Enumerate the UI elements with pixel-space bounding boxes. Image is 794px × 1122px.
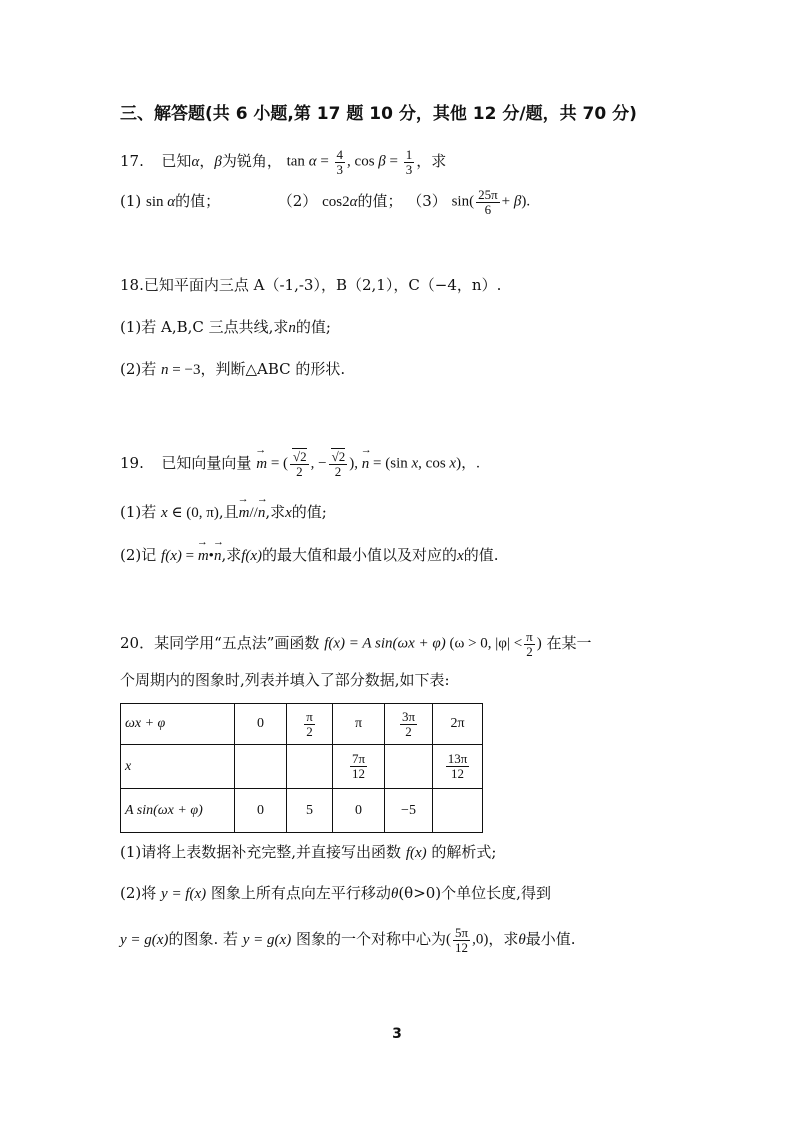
q19-part2: [120, 546, 499, 565]
center-open: (: [446, 931, 451, 948]
tan-denominator: 3: [336, 161, 344, 177]
y-equals-f: y = f(x): [161, 886, 207, 902]
table-cell-empty: [433, 789, 483, 833]
n-symbol: n: [288, 320, 296, 336]
f-of-x: f(x): [161, 548, 182, 564]
q17-stem: [120, 148, 446, 176]
table-cell: π: [333, 704, 385, 745]
cell-fraction: [304, 710, 315, 738]
q20-part2: [120, 884, 551, 903]
q18-part1-tail: 的值;: [295, 318, 331, 336]
alpha-symbol: α: [191, 154, 200, 171]
equals-sign: =: [185, 548, 195, 564]
q20-part1-tail: 的解析式;: [431, 843, 497, 861]
phase-label: ωx + φ: [125, 716, 166, 731]
table-cell: −5: [385, 789, 433, 833]
vector-m: → m: [256, 455, 267, 473]
sqrt-two: √2: [331, 449, 346, 464]
q20-lead: 20．某同学用“五点法”画函数: [120, 634, 320, 653]
q20-part3-tail: 最小值.: [525, 930, 576, 949]
q20-part1: [120, 843, 496, 862]
table-cell: [385, 704, 433, 745]
sqrt-two: √2: [293, 449, 307, 464]
vector-m-definition: [256, 450, 480, 478]
m-x-fraction: [290, 450, 309, 478]
vector-m: → m: [239, 504, 250, 522]
beta-symbol: β: [214, 154, 222, 171]
table-cell: 5: [287, 789, 333, 833]
q18-stem: 18.已知平面内三点 A（-1,-3），B（2,1），C（−4，n）.: [120, 276, 502, 294]
q17-part2-label: （2）: [277, 192, 318, 211]
alpha-symbol: α: [308, 153, 317, 170]
cos-denominator: 3: [405, 161, 413, 177]
n-open: = (sin: [373, 455, 408, 472]
condition-numerator: π: [526, 629, 533, 644]
f-of-x: f(x): [241, 548, 263, 564]
vector-m: → m: [198, 547, 209, 565]
q20-stem: [120, 630, 592, 658]
sin-open: sin(: [451, 193, 475, 210]
n-equation: [161, 361, 200, 379]
q17-part2-text: 的值；: [357, 192, 403, 211]
q17-part3-fraction: [476, 188, 500, 216]
symmetry-center: [446, 926, 488, 954]
n-separator: , cos: [418, 455, 446, 472]
y-equals-g: y = g(x): [242, 932, 292, 949]
q20-part3-text: 的图象. 若: [168, 930, 238, 949]
plus-sign: +: [501, 193, 511, 210]
cos-fn: cos: [354, 153, 375, 170]
tan-fn: tan: [286, 153, 305, 170]
q19-part2-body: 的最大值和最小值以及对应的: [262, 546, 458, 564]
q17-ask: ，求: [416, 152, 447, 171]
q19-part2-text: (2)记: [120, 546, 157, 564]
m-close: ),: [349, 455, 359, 472]
q17-intro: 已知: [161, 152, 192, 171]
m-separator: , −: [310, 455, 327, 472]
q20-part2-tail: 个单位长度,得到: [441, 884, 551, 902]
beta-symbol: β: [513, 193, 522, 210]
cos-numerator: 1: [405, 147, 413, 162]
table-cell-empty: [287, 745, 333, 789]
n-close: )，.: [456, 455, 480, 472]
cell-denominator: 2: [306, 723, 313, 739]
table-header-x: [121, 745, 235, 789]
q18-part1-text: (1)若 A,B,C 三点共线,求: [120, 318, 289, 336]
q18-part2-tail: ，判断△ABC 的形状.: [200, 360, 346, 378]
condition-fraction: [524, 630, 535, 658]
q20-part2-body: 图象上所有点向左平行移动: [210, 884, 391, 902]
parallel-symbol: //: [249, 505, 258, 521]
n-symbol: n: [161, 362, 169, 378]
q17-parts: [120, 188, 530, 216]
q17-part3-label: （3）: [407, 192, 447, 211]
table-cell: [287, 704, 333, 745]
x-domain: [161, 504, 219, 522]
table-cell: 0: [235, 704, 287, 745]
dot-product-definition: [161, 547, 221, 565]
cos2-fn: cos2: [322, 194, 350, 211]
alpha-symbol: α: [349, 194, 358, 211]
q19-part1: [120, 503, 327, 522]
q19-part1-and: ,且: [218, 503, 239, 521]
q19-stem: [120, 450, 480, 478]
x-symbol: x: [161, 505, 168, 521]
table-row: [121, 745, 483, 789]
five-point-table: [120, 703, 483, 833]
cell-denominator: 12: [450, 766, 464, 781]
q19-part1-ask: ,求: [265, 503, 286, 521]
dot-symbol: •: [208, 548, 214, 564]
tan-numerator: 4: [336, 147, 344, 162]
q20-part1-text: (1)请将上表数据补充完整,并直接写出函数: [120, 843, 402, 861]
q17-part1-text: 的值；: [175, 192, 221, 211]
acute-text: 为锐角，: [221, 152, 282, 171]
cell-fraction: [400, 710, 417, 738]
function-definition: f(x) = A sin(ωx + φ): [324, 635, 446, 652]
table-row: [121, 789, 483, 833]
m-x-numerator: [290, 450, 309, 465]
center-close: ,0): [472, 931, 489, 948]
q17-part1-label: (1): [120, 192, 142, 211]
cell-numerator: 7π: [351, 751, 366, 767]
parallel-condition: [239, 504, 266, 522]
cell-fraction: [350, 752, 367, 780]
m-y-fraction: [329, 450, 348, 478]
table-header-phase: [121, 704, 235, 745]
cell-fraction: [446, 752, 470, 780]
table-cell: 0: [333, 789, 385, 833]
center-denominator: 12: [455, 939, 469, 955]
cell-denominator: 12: [351, 766, 365, 781]
x-symbol: x: [285, 505, 292, 521]
vector-n: → n: [214, 547, 222, 565]
q19-part2-ask: ,求: [221, 546, 242, 564]
q17-part3-denominator: 6: [484, 201, 492, 217]
table-cell-empty: [385, 745, 433, 789]
sin-expression: [452, 188, 531, 216]
cell-denominator: 2: [405, 723, 412, 739]
q20-part3-body: 图象的一个对称中心为: [295, 930, 446, 949]
table-cell: 0: [235, 789, 287, 833]
vector-n: → n: [362, 455, 370, 473]
center-numerator: 5π: [455, 925, 469, 940]
beta-symbol: β: [378, 153, 386, 170]
separator: ，: [199, 152, 215, 171]
q19-number: 19.: [120, 454, 144, 473]
m-open: = (: [270, 455, 289, 472]
f-of-x: f(x): [405, 845, 427, 861]
q18-part2-text: (2)若: [120, 360, 157, 378]
q20-function: [324, 630, 542, 658]
table-header-value: [121, 789, 235, 833]
m-y-denominator: 2: [334, 463, 342, 479]
table-row: [121, 704, 483, 745]
q20-lead-tail: 在某一: [546, 634, 592, 653]
x-symbol: x: [449, 455, 457, 472]
sin-alpha: [146, 193, 175, 211]
vector-n: → n: [258, 504, 266, 522]
table-cell: [333, 745, 385, 789]
table-cell: [433, 745, 483, 789]
sin-fn: sin: [146, 194, 164, 211]
cell-numerator: 3π: [401, 708, 416, 724]
cos-fraction: [404, 148, 415, 176]
q20-line2: 个周期内的图象时,列表并填入了部分数据,如下表:: [120, 671, 450, 689]
cell-numerator: π: [306, 708, 313, 724]
center-fraction: [453, 926, 470, 954]
table-cell-empty: [235, 745, 287, 789]
q20-part2-text: (2)将: [120, 884, 157, 902]
theta-condition: (θ>0): [398, 884, 442, 902]
tan-expression: tan α = $\frac{4}{3}$ , cos β = $\frac{1}{3}$: [286, 147, 413, 177]
q19-part1-tail: 的值;: [291, 503, 327, 521]
value-label: A sin(ωx + φ): [125, 802, 203, 818]
n-value: = −3: [172, 362, 201, 378]
q19-part2-tail: 的值.: [463, 546, 499, 564]
q20-part3-ask: ，求: [488, 930, 519, 949]
q20-part3: [120, 926, 576, 954]
condition-denominator: 2: [526, 643, 533, 659]
theta-symbol: θ: [390, 886, 399, 902]
q18-part2: [120, 360, 345, 379]
page-number: 3: [392, 1026, 402, 1042]
condition-open: (ω > 0, |φ| <: [449, 635, 523, 652]
x-symbol: x: [411, 455, 419, 472]
q19-part1-text: (1)若: [120, 503, 157, 521]
m-x-denominator: 2: [296, 463, 303, 479]
q18-part1: [120, 318, 331, 337]
y-equals-g: y = g(x): [120, 932, 169, 949]
m-y-numerator: [329, 450, 348, 465]
x-symbol: x: [457, 548, 464, 564]
alpha-symbol: α: [167, 194, 176, 211]
domain-interval: ∈ (0, π): [171, 505, 219, 521]
q17-number: 17.: [120, 152, 144, 171]
tan-fraction: [335, 148, 346, 176]
condition-close: ): [536, 635, 542, 652]
cell-numerator: 13π: [447, 751, 468, 767]
cos2alpha: [322, 193, 357, 211]
q17-part3-numerator: 25π: [478, 187, 498, 202]
section-heading: 三、解答题(共 6 小题,第 17 题 10 分，其他 12 分/题，共 70 分): [120, 104, 637, 124]
q19-intro: 已知向量向量: [161, 454, 252, 473]
theta-symbol: θ: [518, 932, 526, 949]
table-cell: 2π: [433, 704, 483, 745]
x-label: x: [125, 758, 132, 774]
sin-close: ).: [521, 193, 531, 210]
